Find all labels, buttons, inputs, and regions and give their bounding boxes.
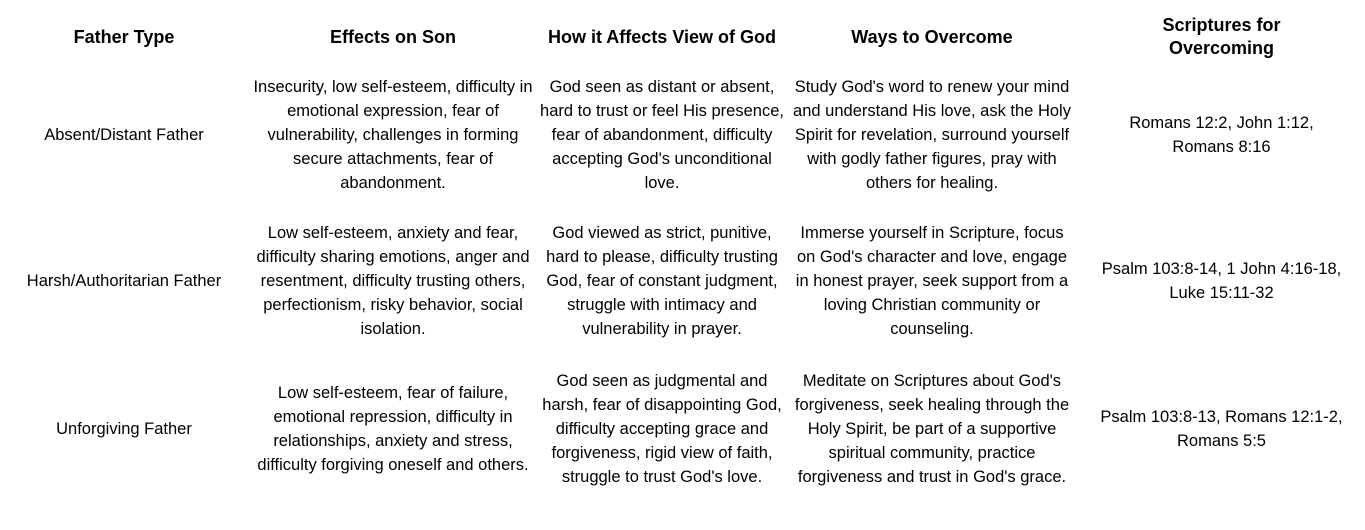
header-scriptures: [1078, 14, 1365, 60]
cell-effects-on-son: Low self-esteem, anxiety and fear, difficulty sharing emotions, anger and resentment, difficulty trusting others, perfectionism, risky behavior, social isolation.: [256, 224, 530, 338]
header-ways-to-overcome: Ways to Overcome: [851, 26, 1013, 47]
header-view-of-god: [538, 26, 786, 49]
header-father-type: Father Type: [73, 26, 175, 47]
table-row: [0, 208, 1365, 354]
cell-father-type: Absent/Distant Father: [44, 126, 204, 144]
header-view-of-god-text: How it Affects View of God: [547, 26, 776, 47]
header-effects-on-son: Effects on Son: [329, 26, 456, 47]
cell-view-of-god: God seen as judgmental and harsh, fear of disappointing God, difficulty accepting grace and forgiveness, rigid view of faith, struggle to trust God's love.: [542, 372, 782, 486]
cell-view-of-god: God seen as distant or absent, hard to trust or feel His presence, fear of abandonment, difficulty accepting God's unconditional love.: [540, 78, 784, 192]
cell-view-of-god: God viewed as strict, punitive, hard to please, difficulty trusting God, fear of constant judgment, struggle with intimacy and vulnerability in prayer.: [546, 224, 778, 338]
cell-scriptures-text: Romans 12:2, John 1:12, Romans 8:16: [1129, 114, 1314, 156]
table-header-row: [0, 12, 1365, 62]
cell-scriptures: [1078, 405, 1365, 453]
cell-ways-to-overcome: Study God's word to renew your mind and understand His love, ask the Holy Spirit for revelation, surround yourself with godly father figures, pray with others for healing.: [793, 78, 1071, 192]
cell-scriptures: [1078, 257, 1365, 305]
cell-effects-on-son: Insecurity, low self-esteem, difficulty in emotional expression, fear of vulnerability, challenges in forming secure attachments, fear of abandonment.: [253, 78, 533, 192]
cell-scriptures: [1078, 111, 1365, 159]
cell-ways-to-overcome: Immerse yourself in Scripture, focus on God's character and love, engage in honest prayer, seek support from a loving Christian community or counseling.: [795, 224, 1069, 338]
cell-scriptures-text: Psalm 103:8-14, 1 John 4:16-18, Luke 15:11-32: [1101, 260, 1342, 302]
cell-father-type: Unforgiving Father: [56, 420, 192, 438]
table-row: [0, 64, 1365, 206]
cell-ways-to-overcome: Meditate on Scriptures about God's forgiveness, seek healing through the Holy Spirit, be part of a supportive spiritual community, practice forgiveness and trust in God's grace.: [794, 372, 1070, 486]
cell-effects-on-son: Low self-esteem, fear of failure, emotional repression, difficulty in relationships, anxiety and stress, difficulty forgiving oneself and others.: [257, 384, 529, 474]
cell-father-type: Harsh/Authoritarian Father: [26, 272, 222, 290]
cell-scriptures-text: Psalm 103:8-13, Romans 12:1-2, Romans 5:5: [1100, 408, 1343, 450]
header-scriptures-text: Scriptures for Overcoming: [1162, 15, 1281, 58]
table-row: [0, 356, 1365, 502]
